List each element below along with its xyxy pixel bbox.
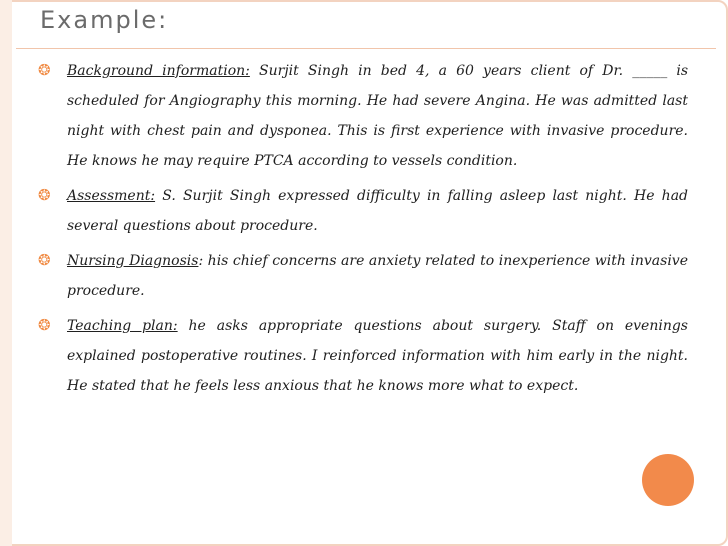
title-divider <box>16 48 716 49</box>
list-item <box>38 56 688 176</box>
bullet-body: S. Surjit Singh expressed difficulty in falling asleep last night. He had several questions about procedure. <box>67 188 688 234</box>
list-item <box>38 311 688 401</box>
bullet-label: Assessment: <box>67 188 156 204</box>
bullet-body: : his chief concerns are anxiety related to inexperience with invasive procedure. <box>67 253 688 299</box>
bullet-label: Nursing Diagnosis <box>67 253 199 269</box>
slide-title: Example: <box>40 6 169 34</box>
list-item <box>38 246 688 306</box>
list-item <box>38 181 688 241</box>
bullet-body: he asks appropriate questions about surgery. Staff on evenings explained postoperative routines. I reinforced information with him early in the night. He stated that he feels less anxious that he knows more what to expect. <box>67 318 688 394</box>
bullet-list <box>38 56 688 406</box>
bullet-icon: ❂ <box>38 316 51 334</box>
bullet-icon: ❂ <box>38 186 51 204</box>
bullet-text <box>67 56 688 176</box>
bullet-icon: ❂ <box>38 61 51 79</box>
bullet-icon: ❂ <box>38 251 51 269</box>
bullet-text <box>67 246 688 306</box>
bullet-label: Background information: <box>67 63 250 79</box>
bullet-label: Teaching plan: <box>67 318 178 334</box>
bullet-text <box>67 181 688 241</box>
slide-left-edge <box>0 0 12 546</box>
bullet-text <box>67 311 688 401</box>
decorative-circle <box>642 454 694 506</box>
bullet-body: Surjit Singh in bed 4, a 60 years client of Dr. _____ is scheduled for Angiography this morning. He had severe Angina. He was admitted last night with chest pain and dysponea. This is first experience with invasive procedure. He knows he may require PTCA according to vessels condition. <box>67 63 689 169</box>
